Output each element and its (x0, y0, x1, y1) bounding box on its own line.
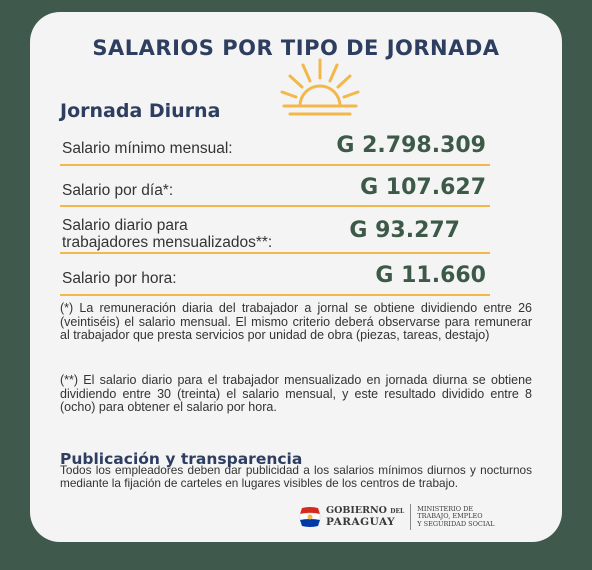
government-logo (298, 504, 495, 530)
salary-card (30, 12, 562, 542)
salary-value: G 2.798.309 (336, 133, 486, 158)
ministry-name (417, 506, 494, 529)
salary-row-monthly (60, 126, 490, 166)
logo-line1-small: DEL (390, 508, 405, 515)
salary-label-line2: trabajadores mensualizados**: (62, 234, 273, 251)
ministry-line: Y SEGURIDAD SOCIAL (417, 519, 495, 528)
section-title: Jornada Diurna (60, 100, 221, 122)
salary-label: Salario por día*: (62, 182, 174, 199)
salary-label-line1: Salario diario para (62, 217, 188, 234)
logo-divider (410, 504, 411, 530)
salary-label (62, 217, 272, 251)
salary-value: G 107.627 (360, 175, 486, 200)
salary-value: G 11.660 (375, 263, 486, 288)
footnote-monthly: (**) El salario diario para el trabajador mensualizado en jornada diurna se obtiene dividiendo entre 30 (treinta) el salario mensual, y este resultado dividido entre 8 (ocho) para obtener el salario por hora. (60, 373, 532, 414)
ministry-line: TRABAJO, EMPLEO (417, 512, 483, 521)
logo-line2: PARAGUAY (326, 516, 396, 528)
footnote-daily: (*) La remuneración diaria del trabajador a jornal se obtiene dividiendo entre 26 (veintiséis) el salario mensual. El mismo criterio deberá observarse para remunerar al trabajador que presta servicios por unidad de obra (piezas, tareas, destajo) (60, 301, 532, 342)
salary-label: Salario mínimo mensual: (62, 140, 233, 157)
salary-value: G 93.277 (349, 218, 460, 243)
logo-line1: GOBIERNO (326, 505, 387, 516)
salary-row-hourly (60, 256, 490, 296)
publication-text: Todos los empleadores deben dar publicidad a los salarios mínimos diurnos y nocturnos mediante la fijación de carteles en lugares visibles de los centros de trabajo. (60, 463, 532, 490)
publication-title: Publicación y transparencia (60, 450, 303, 468)
page-title: SALARIOS POR TIPO DE JORNADA (92, 36, 500, 60)
ministry-line: MINISTERIO DE (417, 504, 474, 513)
salary-row-monthly-workers (60, 208, 490, 254)
salary-row-daily (60, 169, 490, 207)
salary-label: Salario por hora: (62, 270, 177, 287)
paraguay-flag-icon (298, 506, 322, 528)
government-name (326, 506, 404, 528)
sun-icon (280, 54, 360, 124)
